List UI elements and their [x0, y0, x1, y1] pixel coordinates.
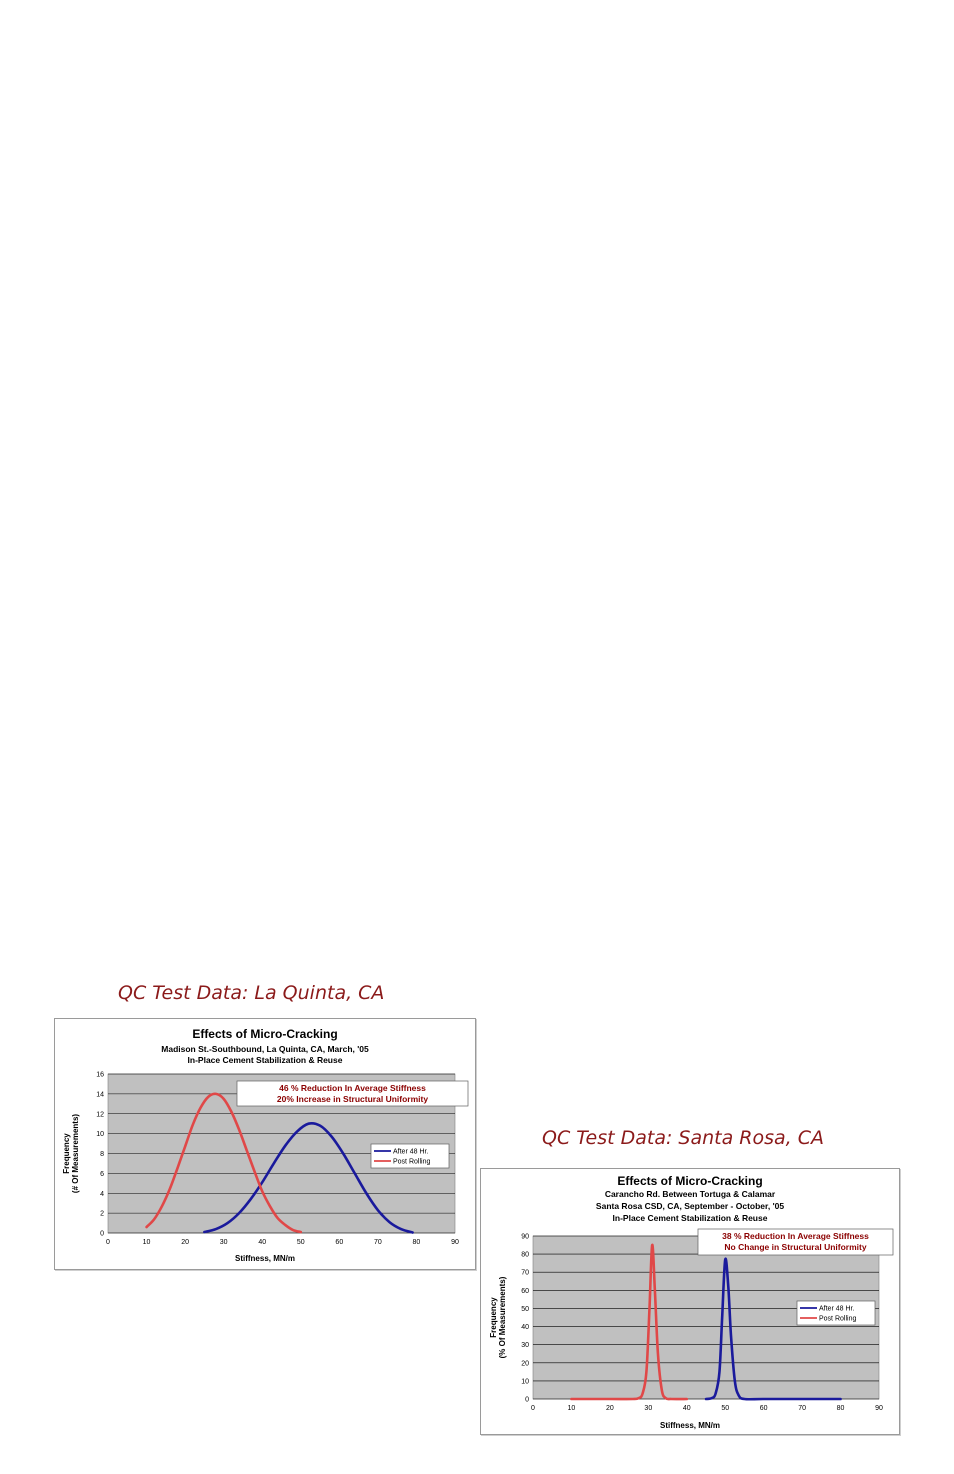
chart2-ytick-0: 0 — [525, 1396, 529, 1404]
chart2-xtick-8: 80 — [836, 1405, 845, 1412]
chart2-ytick-5: 50 — [521, 1305, 529, 1313]
chart1-xtick-3: 30 — [219, 1239, 228, 1246]
chart1-xlabel: Stiffness, MN/m — [234, 1254, 296, 1263]
chart2-ytick-2: 20 — [521, 1360, 529, 1368]
chart1-xtick-4: 40 — [258, 1239, 267, 1246]
chart1-ytick-0: 0 — [100, 1230, 104, 1238]
chart2-subtitle-1: Santa Rosa CSD, CA, September - October, '05 — [595, 1201, 785, 1211]
chart2-subtitle-2: In-Place Cement Stabilization & Reuse — [612, 1213, 768, 1223]
chart2-xtick-2: 20 — [605, 1405, 614, 1412]
chart2-ylabel-main: Frequency — [489, 1297, 498, 1338]
chart1-subtitle-0: Madison St.-Southbound, La Quinta, CA, March, '05 — [161, 1044, 369, 1054]
chart2-xtick-5: 50 — [721, 1405, 730, 1412]
chart2-caption: QC Test Data: Santa Rosa, CA — [542, 1127, 824, 1149]
chart2-xtick-4: 40 — [682, 1405, 691, 1412]
chart1-legend-label-1: Post Rolling — [393, 1158, 431, 1166]
chart1-xtick-6: 60 — [335, 1239, 344, 1246]
chart1-ylabel-main: Frequency — [62, 1133, 71, 1174]
chart1-xtick-5: 50 — [296, 1239, 305, 1246]
chart2-xtick-1: 10 — [567, 1405, 576, 1412]
chart1-frame — [54, 1018, 476, 1270]
chart1-annotation-0: 46 % Reduction In Average Stiffness — [279, 1083, 426, 1093]
chart2-ytick-6: 60 — [521, 1287, 529, 1295]
chart2-annotation-1: No Change in Structural Uniformity — [724, 1242, 867, 1252]
chart2-title: Effects of Micro-Cracking — [617, 1174, 763, 1188]
chart1-subtitle-1: In-Place Cement Stabilization & Reuse — [187, 1055, 343, 1065]
chart1-ytick-8: 16 — [96, 1071, 104, 1079]
chart1-ylabel-sub: (# Of Measurements) — [71, 1113, 80, 1194]
chart1-xtick-9: 90 — [451, 1239, 459, 1246]
chart1-caption: QC Test Data: La Quinta, CA — [118, 982, 385, 1004]
chart2-svg — [481, 1169, 899, 1434]
chart2-subtitle-0: Carancho Rd. Between Tortuga & Calamar — [604, 1189, 776, 1199]
chart1-ytick-4: 8 — [100, 1151, 104, 1158]
chart2-legend-label-1: Post Rolling — [819, 1315, 857, 1323]
chart2-xtick-6: 60 — [759, 1405, 768, 1412]
chart2-xlabel: Stiffness, MN/m — [659, 1421, 721, 1430]
chart1-xtick-2: 20 — [181, 1239, 190, 1246]
chart2-ytick-1: 10 — [521, 1378, 529, 1386]
chart2-ytick-7: 70 — [521, 1269, 529, 1277]
chart2-ytick-8: 80 — [521, 1251, 529, 1259]
chart2-xtick-7: 70 — [798, 1405, 807, 1412]
chart2-xtick-3: 30 — [644, 1405, 653, 1412]
chart1-ytick-1: 2 — [100, 1210, 104, 1218]
chart1-ytick-2: 4 — [100, 1190, 104, 1198]
chart1-ytick-6: 12 — [96, 1111, 104, 1119]
chart1-xtick-7: 70 — [373, 1239, 382, 1246]
chart1-ytick-7: 14 — [96, 1091, 104, 1099]
chart1-xtick-0: 0 — [106, 1239, 110, 1246]
chart1-xtick-8: 80 — [412, 1239, 421, 1246]
chart1-legend-label-0: After 48 Hr. — [393, 1148, 429, 1156]
chart2-ytick-4: 40 — [521, 1324, 529, 1332]
chart2-frame — [480, 1168, 900, 1435]
chart1-annotation-1: 20% Increase in Structural Uniformity — [276, 1094, 429, 1104]
chart2-ytick-9: 90 — [521, 1233, 529, 1241]
chart1-title: Effects of Micro-Cracking — [192, 1027, 338, 1041]
chart1-xtick-1: 10 — [142, 1239, 151, 1246]
chart2-annotation-0: 38 % Reduction In Average Stiffness — [722, 1231, 869, 1241]
chart1-svg — [55, 1019, 475, 1269]
chart2-ytick-3: 30 — [521, 1342, 529, 1350]
chart2-xtick-0: 0 — [531, 1405, 535, 1412]
chart1-ytick-5: 10 — [96, 1131, 104, 1139]
chart1-ytick-3: 6 — [100, 1170, 104, 1178]
chart2-ylabel-sub: (% Of Measurements) — [498, 1276, 507, 1359]
chart2-xtick-9: 90 — [875, 1405, 883, 1412]
chart2-legend-label-0: After 48 Hr. — [819, 1305, 855, 1313]
